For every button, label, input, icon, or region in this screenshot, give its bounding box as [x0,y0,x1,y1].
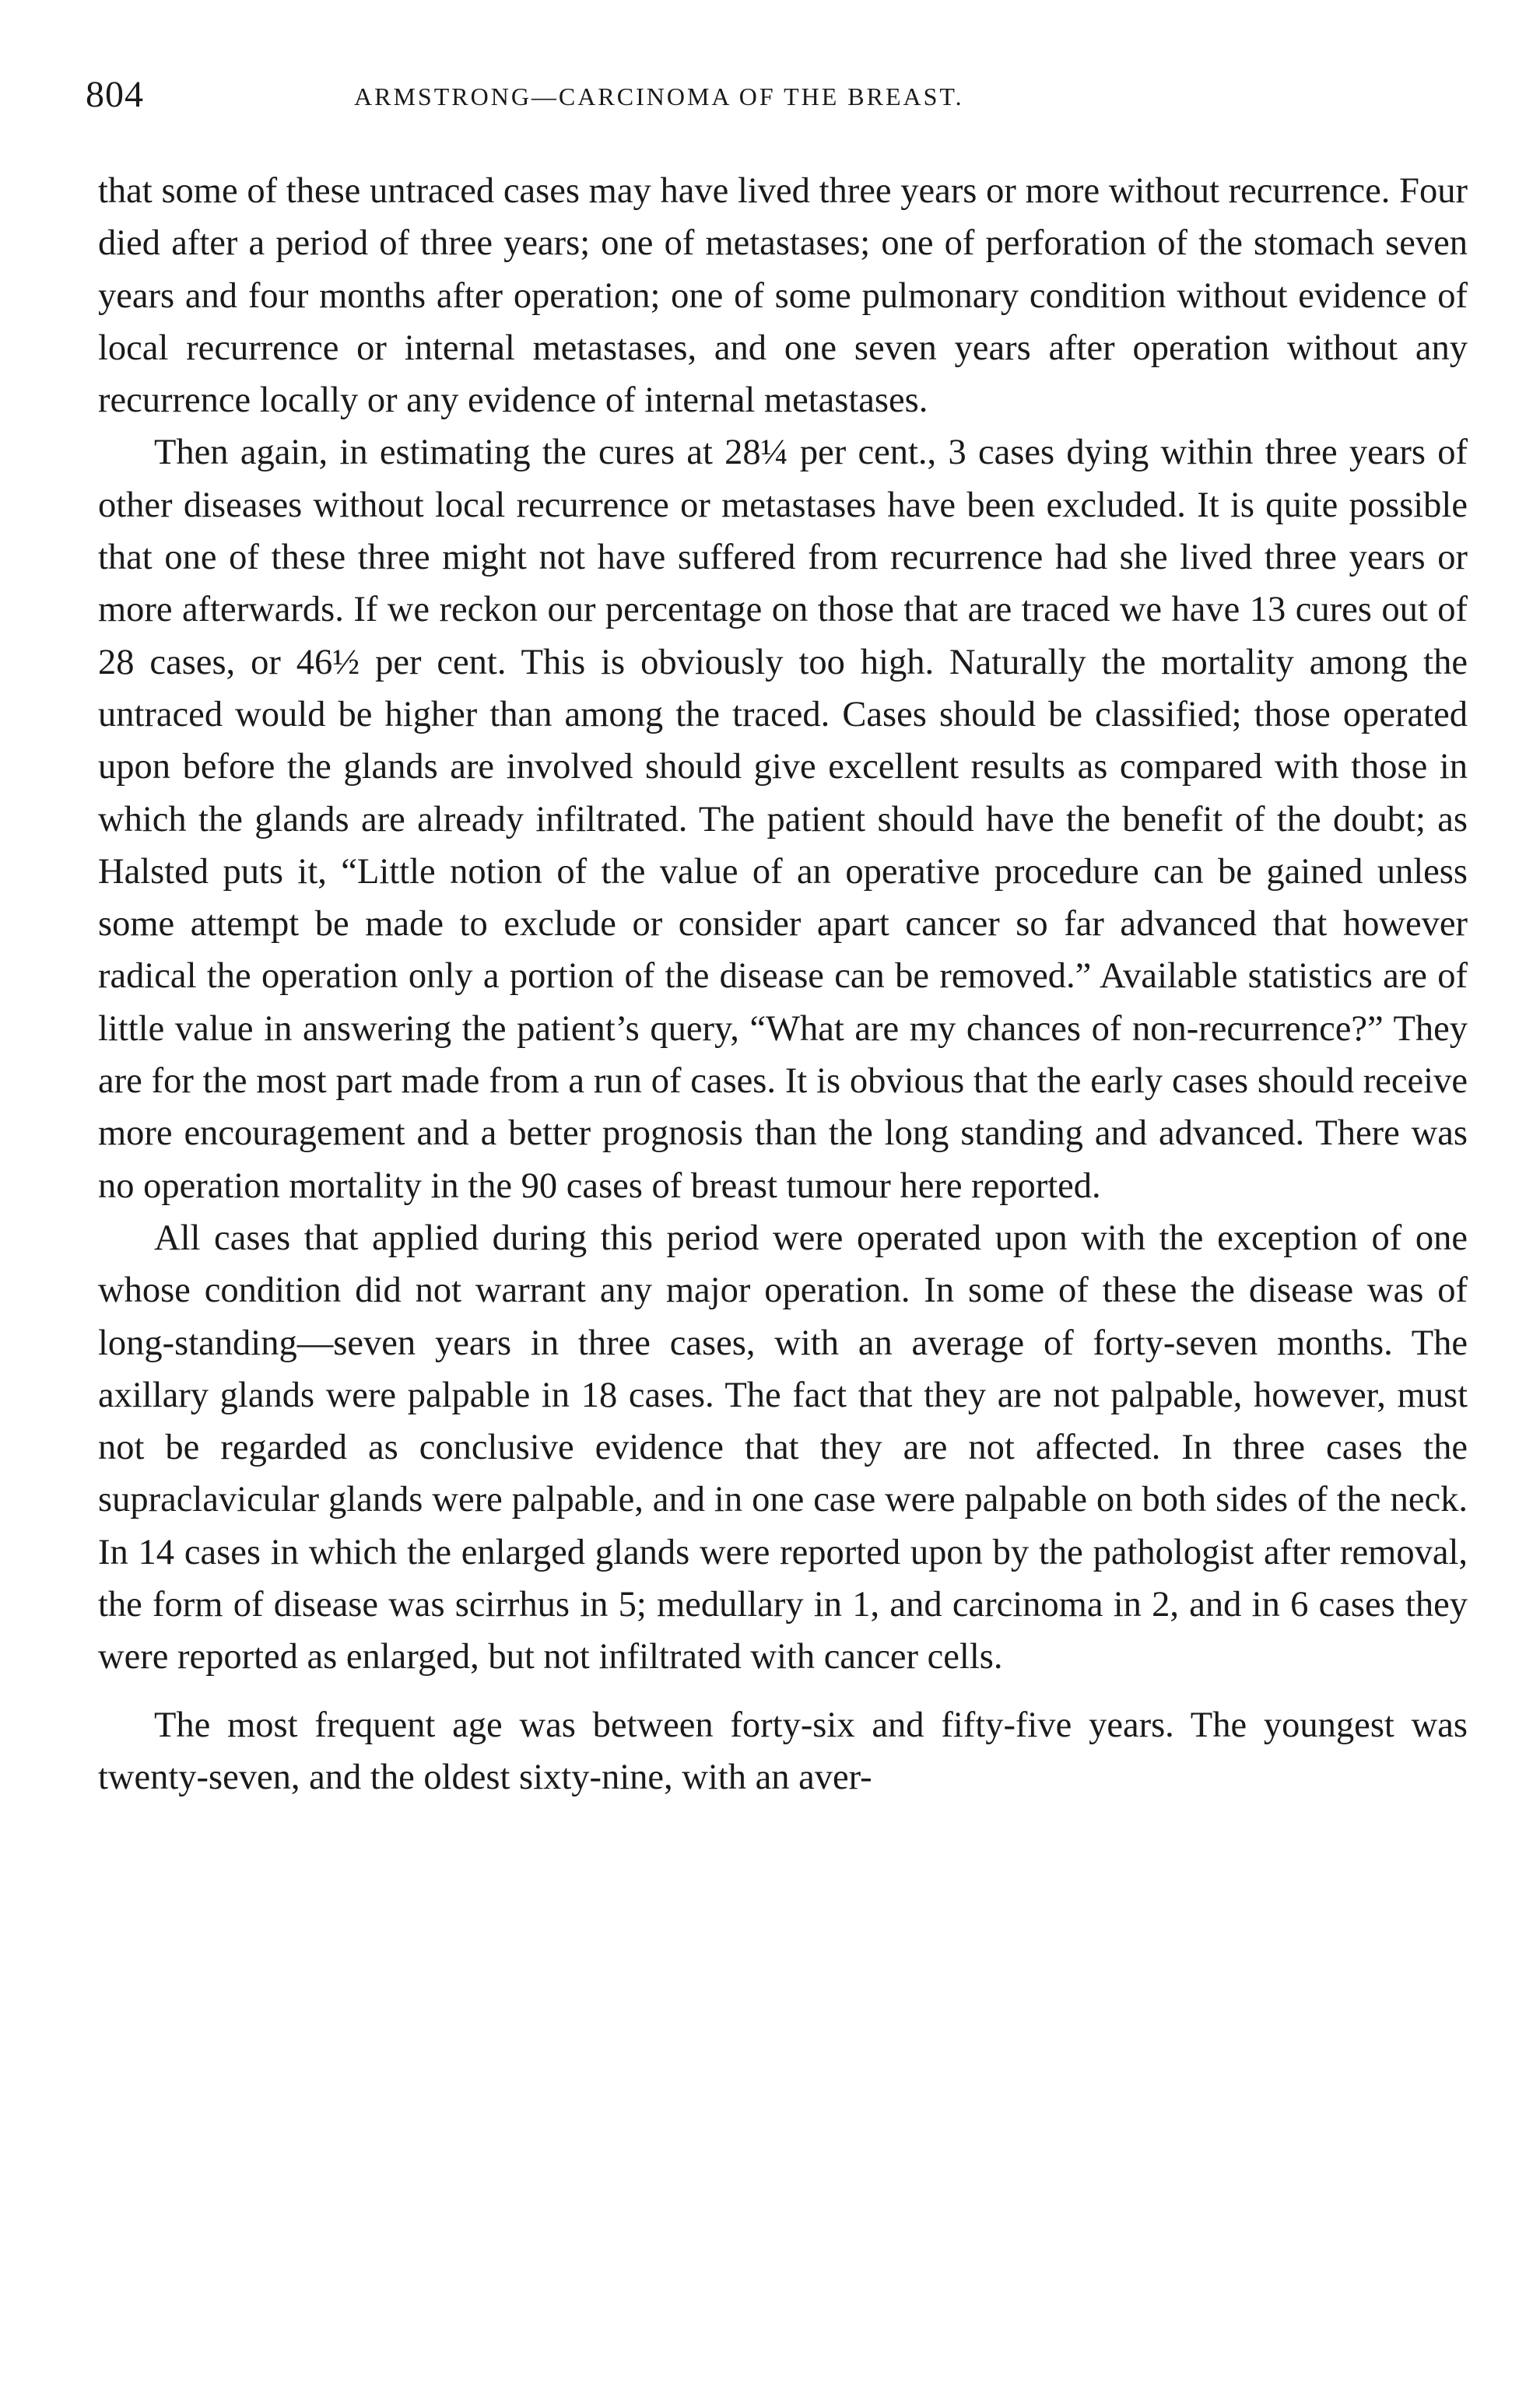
body-text [98,165,1468,1803]
paragraph-age: The most frequent age was between forty-six and fifty-five years. The youngest was twenty-seven, and the oldest sixty-nine, with an aver- [98,1705,1468,1797]
paragraph-untraced-cases: that some of these untraced cases may have lived three years or more without recurrence. Four died after a period of three years; one of metastases; one of perforation of the stomach seven years and four months after operation; one of some pulmonary condition without evidence of local recurrence or internal metastases, and one seven years after operation without any recurrence locally or any evidence of internal metastases. [98,171,1468,421]
page-number: 804 [86,74,144,115]
paragraph-operated-cases: All cases that applied during this period were operated upon with the exception of one whose condition did not warrant any major operation. In some of these the disease was of long-standing—seven years in three cases, with an average of forty-seven months. The axillary glands were palpable in 18 cases. The fact that they are not palpable, however, must not be regarded as conclusive evidence that they are not affected. In three cases the supraclavicular glands were palpable, and in one case were palpable on both sides of the neck. In 14 cases in which the enlarged glands were reported upon by the pathologist after removal, the form of disease was scirrhus in 5; medullary in 1, and carcinoma in 2, and in 6 cases they were reported as enlarged, but not infiltrated with cancer cells. [98,1218,1468,1677]
page-header [86,72,1463,126]
paragraph-estimating-cures: Then again, in estimating the cures at 28¼ per cent., 3 cases dying within three years of other diseases without local recurrence or metastases have been excluded. It is quite possible that one of these three might not have suffered from recurrence had she lived three years or more afterwards. If we reckon our percentage on those that are traced we have 13 cures out of 28 cases, or 46½ per cent. This is obviously too high. Naturally the mortality among the untraced would be higher than among the traced. Cases should be classified; those operated upon before the glands are involved should give excellent results as compared with those in which the glands are already infiltrated. The patient should have the benefit of the doubt; as Halsted puts it, “Little notion of the value of an operative procedure can be gained unless some attempt be made to exclude or consider apart cancer so far advanced that however radical the operation only a portion of the disease can be removed.” Available statistics are of little value in answering the patient’s query, “What are my chances of non-recurrence?” They are for the most part made from a run of cases. It is obvious that the early cases should receive more encouragement and a better prognosis than the long standing and advanced. There was no operation mortality in the 90 cases of breast tumour here reported. [98,433,1468,1206]
running-head: ARMSTRONG—CARCINOMA OF THE BREAST. [354,82,964,110]
